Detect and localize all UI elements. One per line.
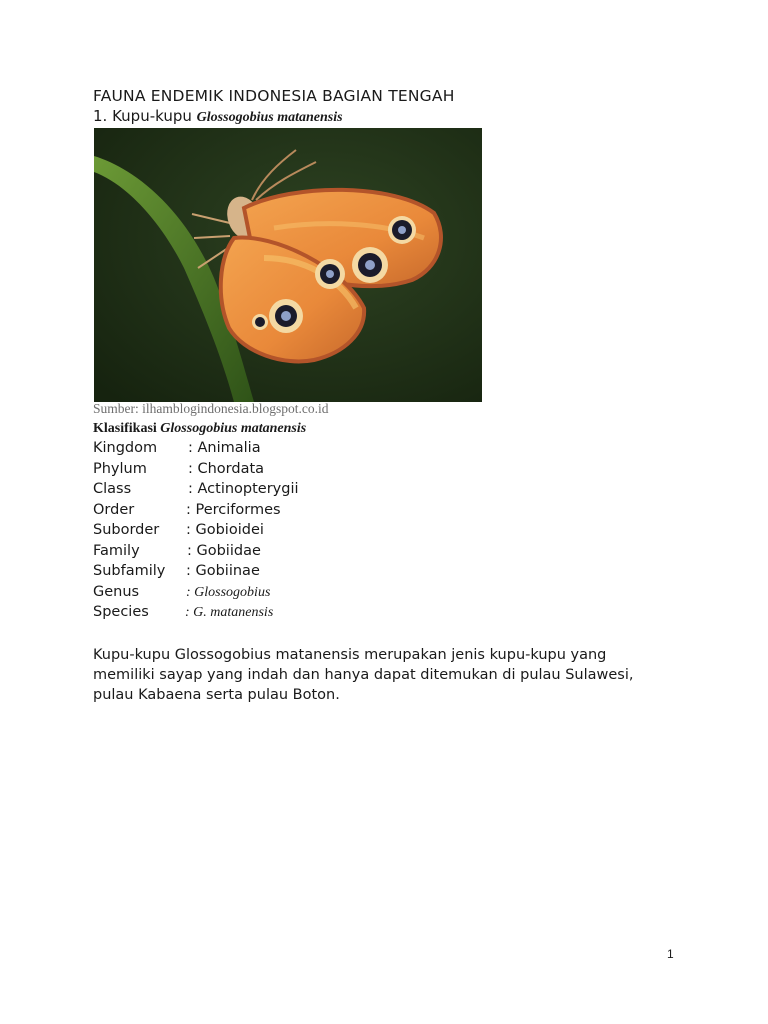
rank-label: Phylum	[93, 460, 147, 477]
image-source-caption: Sumber: ilhamblogindonesia.blogspot.co.id	[93, 401, 329, 416]
rank-value: : Gobiidae	[187, 542, 261, 559]
rank-label: Family	[93, 542, 140, 559]
paragraph-line: pulau Kabaena serta pulau Boton.	[93, 687, 340, 703]
rank-value: : Chordata	[188, 460, 265, 477]
section-heading	[93, 107, 343, 126]
description-paragraph	[93, 645, 693, 705]
rank-value: : G. matanensis	[185, 605, 274, 620]
rank-label: Kingdom	[93, 440, 158, 456]
rank-label: Species	[93, 604, 149, 620]
butterfly-illustration	[94, 128, 482, 402]
paragraph-line: Kupu-kupu Glossogobius matanensis merupakan jenis kupu-kupu yang	[93, 647, 607, 663]
page-number: 1	[667, 947, 674, 961]
rank-label: Suborder	[93, 522, 160, 538]
rank-value: : Glossogobius	[186, 584, 271, 600]
classification-heading-scientific: Glossogobius matanensis	[160, 421, 307, 436]
section-scientific-name: Glossogobius matanensis	[196, 110, 343, 125]
butterfly-photo	[94, 128, 482, 402]
classification-heading	[93, 421, 306, 437]
document-title: FAUNA ENDEMIK INDONESIA BAGIAN TENGAH	[93, 87, 455, 105]
rank-value: : Animalia	[188, 440, 261, 456]
classification-heading-label: Klasifikasi	[93, 421, 157, 436]
rank-value: : Actinopterygii	[188, 481, 299, 497]
rank-label: Genus	[93, 583, 140, 600]
rank-value: : Perciformes	[186, 501, 281, 518]
rank-label: Class	[93, 481, 132, 497]
rank-label: Subfamily	[93, 563, 166, 579]
section-number-label: 1. Kupu-kupu	[93, 107, 192, 125]
rank-value: : Gobiinae	[186, 563, 260, 579]
paragraph-line: memiliki sayap yang indah dan hanya dapat ditemukan di pulau Sulawesi,	[93, 667, 634, 683]
rank-value: : Gobioidei	[186, 522, 264, 538]
rank-label: Order	[93, 501, 135, 518]
